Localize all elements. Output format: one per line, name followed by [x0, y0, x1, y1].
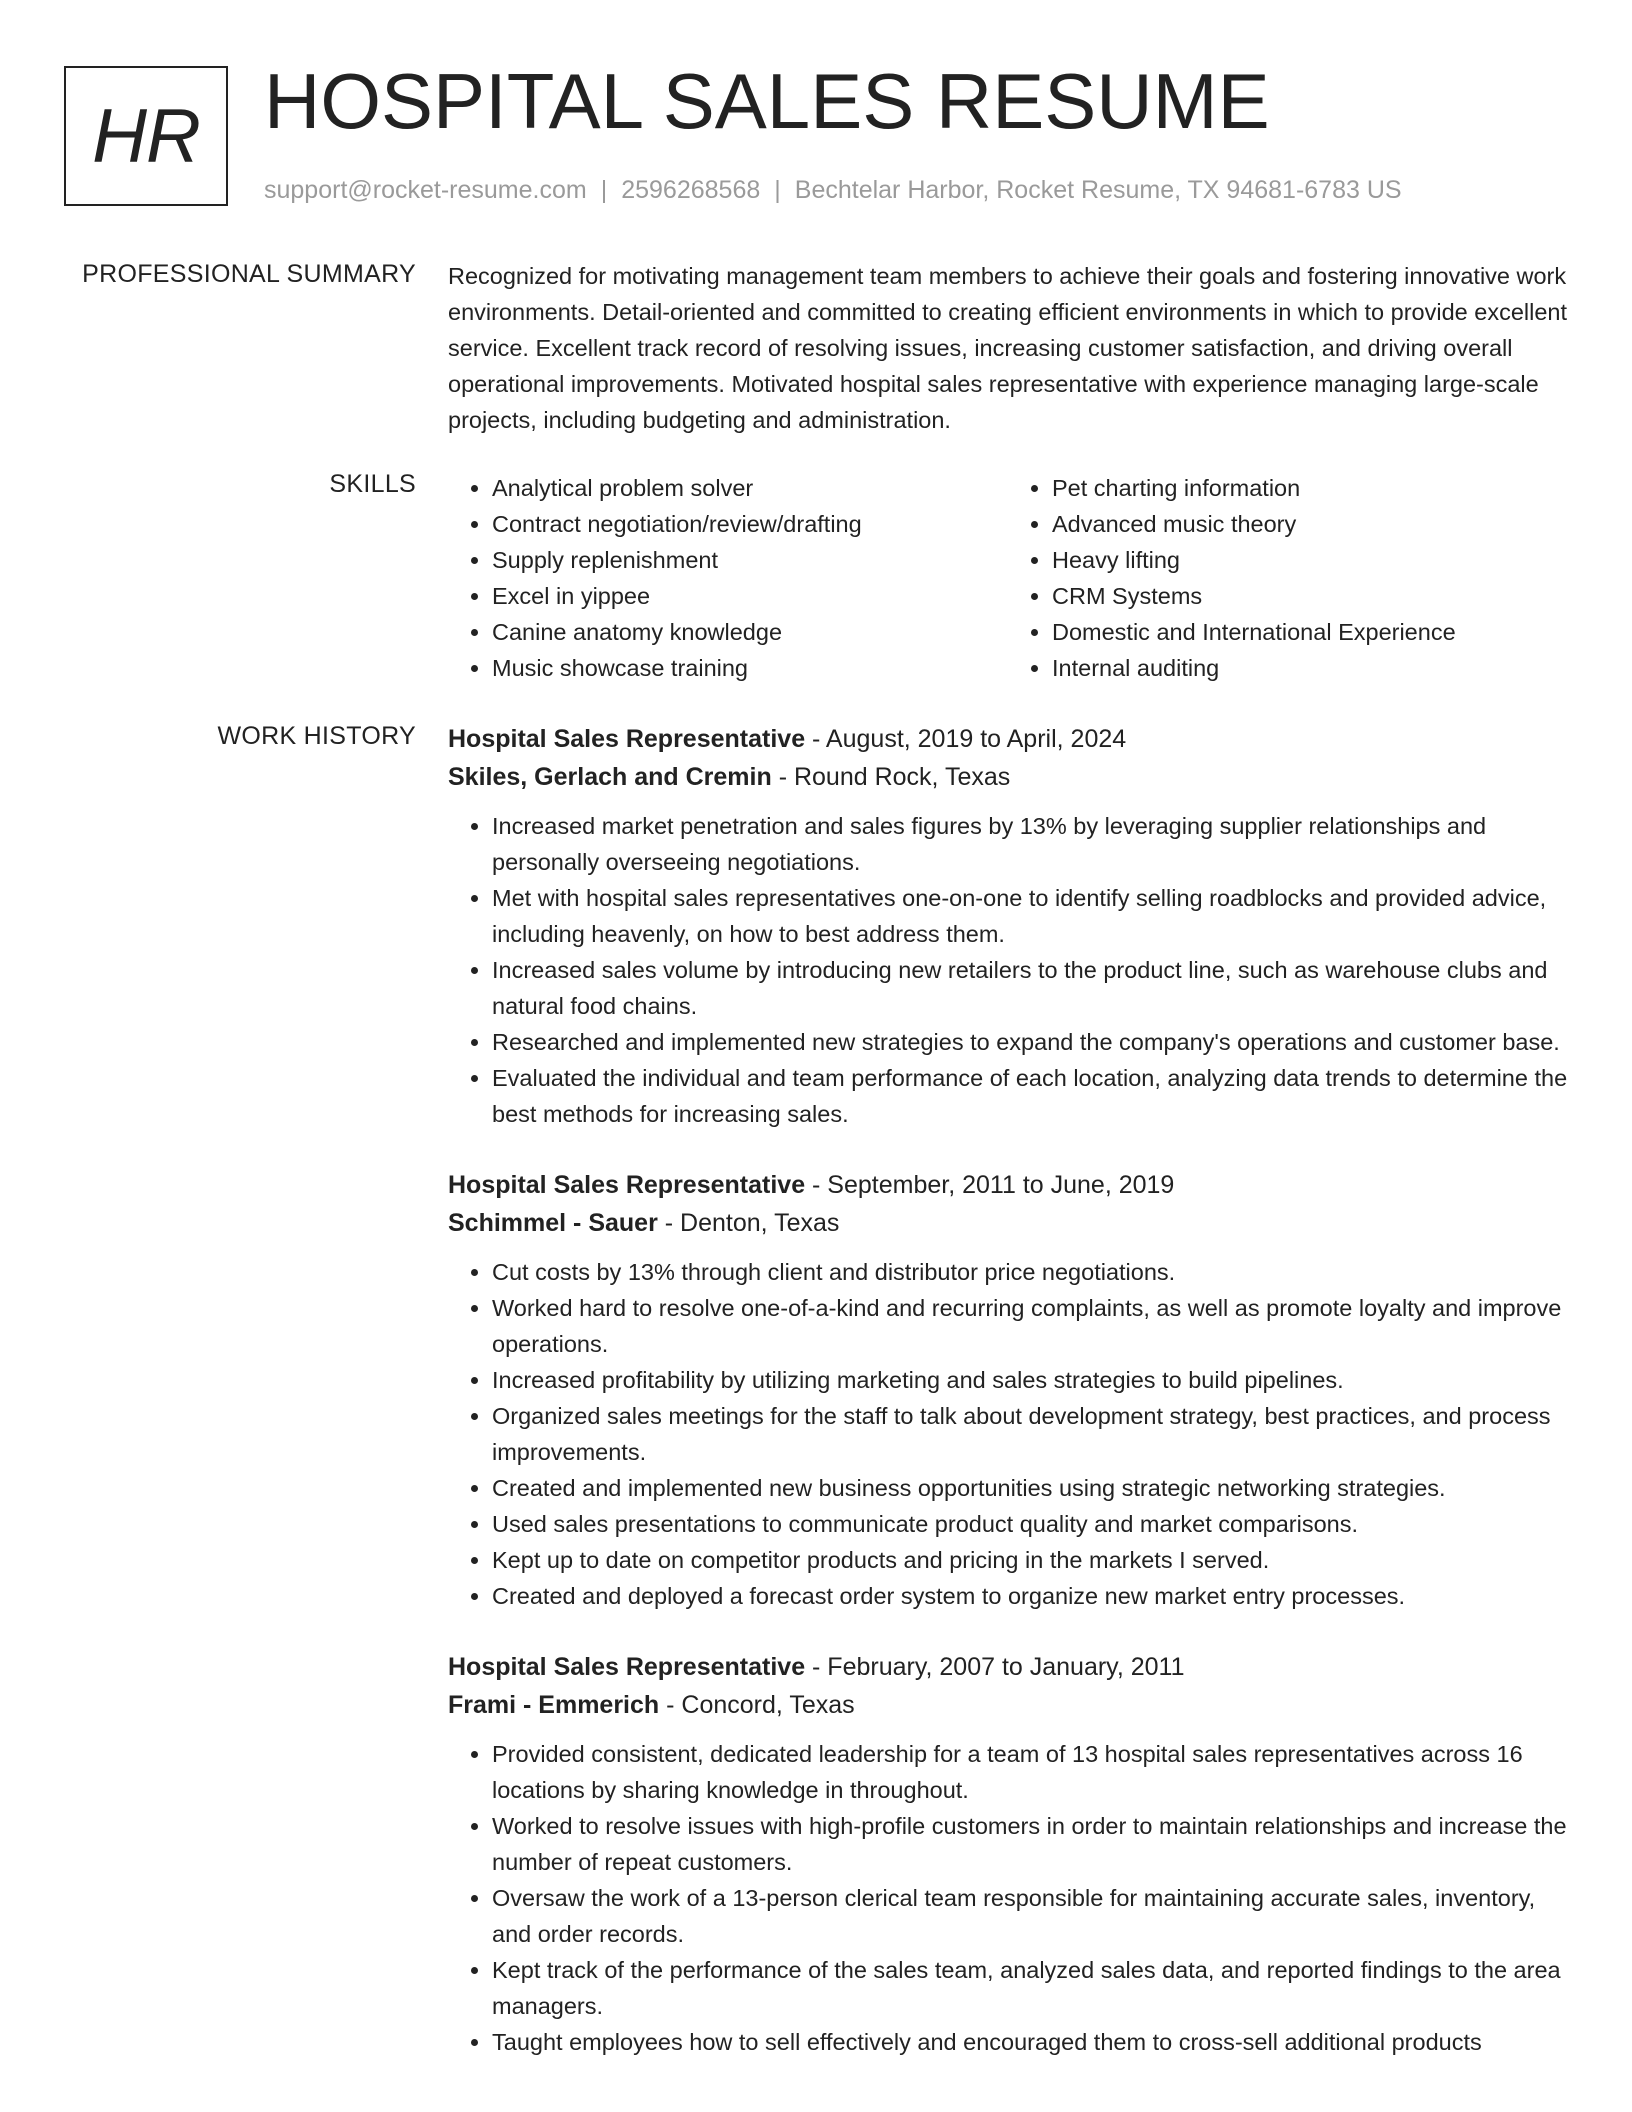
skill-item: • Internal auditing — [1052, 650, 1568, 686]
skills-list-left — [448, 470, 1008, 686]
job-title-line — [448, 1648, 1568, 1686]
job-dates: - August, 2019 to April, 2024 — [805, 725, 1127, 753]
job-dates: - February, 2007 to January, 2011 — [805, 1653, 1185, 1681]
job-bullet: • Taught employees how to sell effectively and encouraged them to cross-sell additional products — [492, 2024, 1568, 2060]
job-bullet: • Researched and implemented new strategies to expand the company's operations and customer base. — [492, 1024, 1568, 1060]
job-entry — [448, 720, 1568, 1132]
skills-list-right — [1008, 470, 1568, 686]
job-bullet: • Increased market penetration and sales figures by 13% by leveraging supplier relationships and personally overseeing negotiations. — [492, 808, 1568, 880]
section-label-summary: PROFESSIONAL SUMMARY — [82, 260, 416, 288]
separator: | — [774, 176, 781, 204]
work-history-content — [448, 720, 1568, 2094]
job-bullet: • Worked hard to resolve one-of-a-kind and recurring complaints, as well as promote loyalty and improve operations. — [492, 1290, 1568, 1362]
job-location: - Round Rock, Texas — [771, 763, 1011, 791]
skill-item: • Domestic and International Experience — [1052, 614, 1568, 650]
job-bullet: • Met with hospital sales representatives one-on-one to identify selling roadblocks and provided advice, including heavenly, on how to best address them. — [492, 880, 1568, 952]
job-bullet: • Used sales presentations to communicate product quality and market comparisons. — [492, 1506, 1568, 1542]
job-title: Hospital Sales Representative — [448, 1653, 806, 1681]
skill-item: • Supply replenishment — [492, 542, 1008, 578]
job-bullet: • Provided consistent, dedicated leadership for a team of 13 hospital sales representatives across 16 locations by sharing knowledge in throughout. — [492, 1736, 1568, 1808]
skill-item: • Heavy lifting — [1052, 542, 1568, 578]
job-title-line — [448, 1166, 1568, 1204]
job-bullet: • Organized sales meetings for the staff to talk about development strategy, best practices, and process improvements. — [492, 1398, 1568, 1470]
skill-item: • Canine anatomy knowledge — [492, 614, 1008, 650]
section-label-work-history: WORK HISTORY — [217, 722, 416, 750]
monogram-initials: HR — [92, 93, 200, 179]
skill-item: • Contract negotiation/review/drafting — [492, 506, 1008, 542]
monogram-box — [64, 66, 228, 206]
job-company-line — [448, 758, 1568, 796]
skill-item: • Excel in yippee — [492, 578, 1008, 614]
job-company: Schimmel - Sauer — [448, 1209, 658, 1237]
job-bullet: • Created and implemented new business opportunities using strategic networking strategies. — [492, 1470, 1568, 1506]
contact-phone[interactable]: 2596268568 — [621, 176, 761, 204]
job-bullet: • Created and deployed a forecast order system to organize new market entry processes. — [492, 1578, 1568, 1614]
skill-item: • Advanced music theory — [1052, 506, 1568, 542]
job-dates: - September, 2011 to June, 2019 — [805, 1171, 1175, 1199]
job-entry — [448, 1166, 1568, 1614]
summary-text: Recognized for motivating management team members to achieve their goals and fostering innovative work environments. Detail-oriented and committed to creating efficient environments in which to provide excellent service. Excellent track record of resolving issues, increasing customer satisfaction, and driving overall operational improvements. Motivated hospital sales representative with experience managing large-scale projects, including budgeting and administration. — [448, 263, 1568, 433]
job-bullet: • Increased profitability by utilizing marketing and sales strategies to build pipelines. — [492, 1362, 1568, 1398]
job-company: Skiles, Gerlach and Cremin — [448, 763, 772, 791]
job-bullet: • Kept track of the performance of the sales team, analyzed sales data, and reported findings to the area managers. — [492, 1952, 1568, 2024]
job-bullets — [448, 1736, 1568, 2060]
job-bullet: • Increased sales volume by introducing new retailers to the product line, such as warehouse clubs and natural food chains. — [492, 952, 1568, 1024]
job-location: - Denton, Texas — [657, 1209, 840, 1237]
job-title-line — [448, 720, 1568, 758]
section-label-skills: SKILLS — [329, 470, 416, 498]
job-company-line — [448, 1204, 1568, 1242]
job-bullet: • Kept up to date on competitor products and pricing in the markets I served. — [492, 1542, 1568, 1578]
job-bullets — [448, 808, 1568, 1132]
job-company-line — [448, 1686, 1568, 1724]
skill-item: • Music showcase training — [492, 650, 1008, 686]
skill-item: • Pet charting information — [1052, 470, 1568, 506]
job-entry — [448, 1648, 1568, 2060]
skill-item: • CRM Systems — [1052, 578, 1568, 614]
job-bullet: • Cut costs by 13% through client and distributor price negotiations. — [492, 1254, 1568, 1290]
job-title: Hospital Sales Representative — [448, 725, 806, 753]
resume-title: HOSPITAL SALES RESUME — [264, 57, 1270, 145]
skill-item: • Analytical problem solver — [492, 470, 1008, 506]
job-bullet: • Evaluated the individual and team performance of each location, analyzing data trends to determine the best methods for increasing sales. — [492, 1060, 1568, 1132]
job-location: - Concord, Texas — [659, 1691, 855, 1719]
skills-grid — [448, 470, 1568, 686]
job-bullet: • Worked to resolve issues with high-profile customers in order to maintain relationships and increase the number of repeat customers. — [492, 1808, 1568, 1880]
contact-address: Bechtelar Harbor, Rocket Resume, TX 94681-6783 US — [794, 176, 1402, 204]
job-bullets — [448, 1254, 1568, 1614]
separator: | — [600, 176, 608, 204]
contact-email[interactable]: support@rocket-resume.com — [264, 176, 587, 204]
job-title: Hospital Sales Representative — [448, 1171, 806, 1199]
contact-line — [264, 176, 1402, 205]
job-company: Frami - Emmerich — [448, 1691, 660, 1719]
job-bullet: • Oversaw the work of a 13-person clerical team responsible for maintaining accurate sales, inventory, and order records. — [492, 1880, 1568, 1952]
